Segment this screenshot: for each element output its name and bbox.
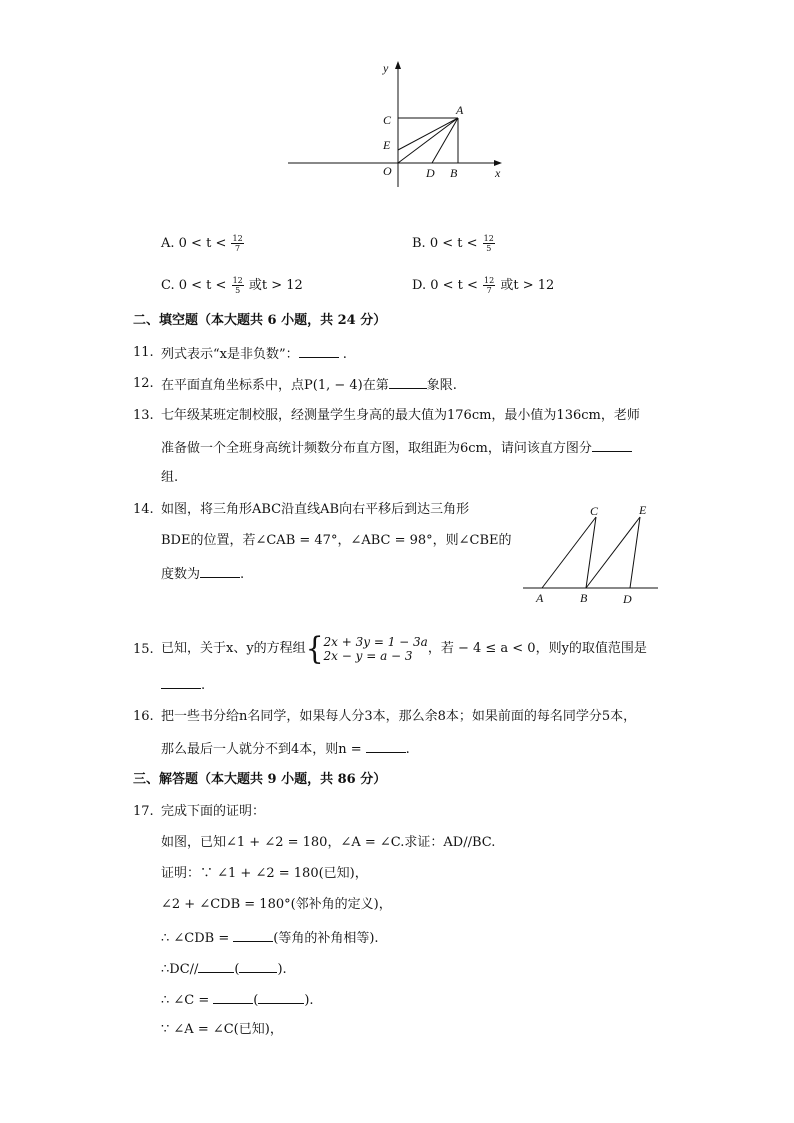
question-15-end: . <box>201 678 206 693</box>
fraction-numerator: 12 <box>483 234 494 243</box>
question-12-number: 12. <box>133 376 154 391</box>
option-a <box>161 234 245 253</box>
label-D: D <box>623 592 632 606</box>
question-14-line1: 如图，将三角形ABC沿直线AB向右平移后到达三角形 <box>161 502 470 517</box>
fraction-numerator: 12 <box>232 234 243 243</box>
option-b-fraction <box>483 234 495 253</box>
option-d-text: D. 0 < t < <box>412 278 478 293</box>
proof-line-5-text: ∴ ∠C = <box>161 993 210 1008</box>
close-paren: ). <box>277 962 287 977</box>
question-13-line3: 组. <box>161 470 179 485</box>
answer-blank[interactable] <box>366 739 406 753</box>
section-heading-fill-blank: 二、填空题（本大题共 6 小题，共 24 分） <box>133 313 387 328</box>
answer-blank[interactable] <box>213 990 253 1004</box>
proof-line-6: ∵ ∠A = ∠C(已知)， <box>161 1022 283 1037</box>
equation-1: 2x + 3y = 1 − 3a <box>323 634 428 649</box>
question-16-line1: 把一些书分给n名同学，如果每人分3本，那么余8本；如果前面的每名同学分5本， <box>161 709 637 724</box>
question-14-end: . <box>240 567 245 582</box>
option-b <box>412 234 496 253</box>
close-paren: ). <box>304 993 314 1008</box>
question-14-line3 <box>161 564 244 584</box>
label-D: D <box>426 166 435 180</box>
proof-line-3-reason: (等角的补角相等). <box>273 931 379 946</box>
answer-blank[interactable] <box>389 375 427 389</box>
proof-line-4 <box>161 959 287 979</box>
question-15-line2 <box>161 675 205 695</box>
label-A: A <box>456 103 464 117</box>
question-11-end: . <box>338 347 347 362</box>
option-a-text: A. 0 < t < <box>161 236 227 251</box>
question-16-number: 16. <box>133 709 154 724</box>
open-paren: ( <box>234 962 240 977</box>
equation-2: 2x − y = a − 3 <box>323 648 413 663</box>
proof-line-4-text: ∴DC// <box>161 962 199 977</box>
label-B: B <box>450 166 458 180</box>
label-y: y <box>383 61 389 75</box>
label-C: C <box>590 504 599 518</box>
question-13-text: 准备做一个全班身高统计频数分布直方图，取组距为6cm，请问该直方图分 <box>161 441 592 456</box>
question-13-line1: 七年级某班定制校服，经测量学生身高的最大值为176cm，最小值为136cm，老师 <box>161 408 640 423</box>
question-11-number: 11. <box>133 345 154 360</box>
proof-line-5 <box>161 990 314 1010</box>
answer-blank[interactable] <box>161 675 201 689</box>
triangle-figure <box>518 500 663 608</box>
question-13-number: 13. <box>133 408 154 423</box>
question-14-text: 度数为 <box>161 567 201 582</box>
section-heading-solutions: 三、解答题（本大题共 9 小题，共 86 分） <box>133 772 387 787</box>
question-15-prefix: 已知，关于x、y的方程组 <box>161 641 306 656</box>
answer-blank[interactable] <box>198 959 234 973</box>
label-E: E <box>383 138 391 152</box>
option-d-fraction <box>483 276 495 295</box>
coordinate-figure <box>280 55 510 190</box>
question-11 <box>161 344 347 364</box>
question-16-line2 <box>161 739 410 759</box>
proof-line-3 <box>161 928 379 948</box>
reason-blank[interactable] <box>258 990 304 1004</box>
question-15-suffix: ，若 − 4 ≤ a < 0，则y的取值范围是 <box>427 641 647 656</box>
answer-blank[interactable] <box>299 344 339 358</box>
question-17-title: 完成下面的证明： <box>161 804 266 819</box>
option-a-fraction <box>231 234 243 253</box>
fraction-numerator: 12 <box>484 276 495 285</box>
option-c-fraction <box>232 276 244 295</box>
option-d-suffix: 或t > 12 <box>500 278 555 293</box>
question-14-line2: BDE的位置，若∠CAB = 47°，∠ABC = 98°，则∠CBE的 <box>161 533 512 548</box>
proof-line-1: 证明：∵ ∠1 + ∠2 = 180(已知)， <box>161 866 368 881</box>
question-16-end: . <box>405 742 410 757</box>
proof-line-3-text: ∴ ∠CDB = <box>161 931 230 946</box>
fraction-denominator: 7 <box>235 244 241 253</box>
answer-blank[interactable] <box>233 928 273 942</box>
question-17-number: 17. <box>133 804 154 819</box>
fraction-denominator: 7 <box>486 286 492 295</box>
question-14-number: 14. <box>133 502 154 517</box>
question-17-given: 如图，已知∠1 + ∠2 = 180，∠A = ∠C.求证：AD//BC. <box>161 835 496 850</box>
segment-OA <box>398 118 458 163</box>
open-paren: ( <box>253 993 259 1008</box>
label-C: C <box>383 113 392 127</box>
equation-system <box>324 635 428 663</box>
question-16-text: 那么最后一人就分不到4本，则n = <box>161 742 362 757</box>
question-15-line1 <box>161 629 647 669</box>
option-b-text: B. 0 < t < <box>412 236 478 251</box>
answer-blank[interactable] <box>200 564 240 578</box>
label-B: B <box>580 591 588 605</box>
reason-blank[interactable] <box>239 959 277 973</box>
y-axis-arrow <box>395 61 401 69</box>
proof-line-2: ∠2 + ∠CDB = 180°(邻补角的定义)， <box>161 897 392 912</box>
fraction-denominator: 5 <box>486 244 492 253</box>
question-15-number: 15. <box>133 642 154 657</box>
brace: { <box>305 629 324 667</box>
question-12-text: 在平面直角坐标系中，点P(1, − 4)在第 <box>161 378 389 393</box>
option-d <box>412 276 554 295</box>
label-x: x <box>495 166 501 180</box>
option-c <box>161 276 303 295</box>
question-13-line2 <box>161 438 632 458</box>
label-A: A <box>536 591 544 605</box>
fraction-numerator: 12 <box>232 276 243 285</box>
label-E: E <box>639 503 647 517</box>
option-c-suffix: 或t > 12 <box>248 278 303 293</box>
label-O: O <box>383 164 392 178</box>
fraction-denominator: 5 <box>235 286 241 295</box>
question-11-text: 列式表示“x是非负数”： <box>161 347 299 362</box>
answer-blank[interactable] <box>592 438 632 452</box>
option-c-text: C. 0 < t < <box>161 278 227 293</box>
question-12-end: 象限. <box>426 378 457 393</box>
question-12 <box>161 375 457 395</box>
